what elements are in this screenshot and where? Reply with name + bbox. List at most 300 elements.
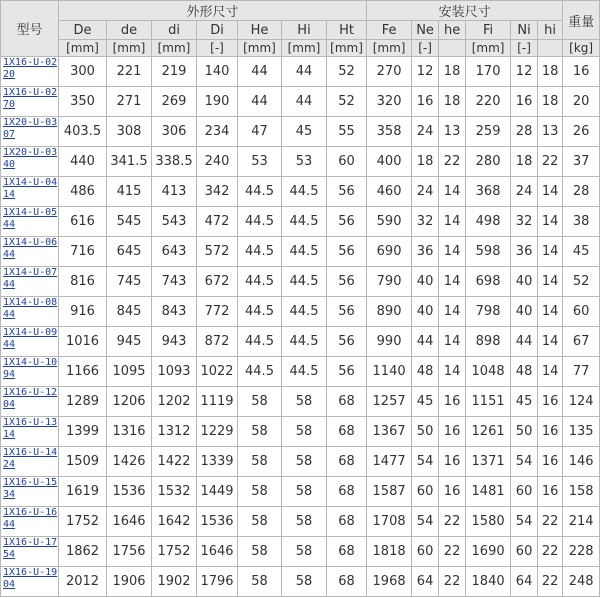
model-link[interactable]: 1X14-U-0544 [1, 207, 59, 237]
value-cell: 32 [412, 207, 439, 237]
value-cell: 1151 [466, 387, 511, 417]
value-cell: 890 [367, 297, 412, 327]
value-cell: 18 [538, 57, 563, 87]
value-cell: 18 [511, 147, 538, 177]
install-group-header: 安装尺寸 [367, 1, 563, 21]
value-cell: 45 [563, 237, 600, 267]
value-cell: 698 [466, 267, 511, 297]
unit-cell: [-] [412, 40, 439, 57]
value-cell: 48 [412, 357, 439, 387]
value-cell: 190 [197, 87, 238, 117]
value-cell: 13 [538, 117, 563, 147]
value-cell: 1367 [367, 417, 412, 447]
weight-header: 重量 [563, 1, 600, 40]
value-cell: 1906 [107, 567, 152, 597]
value-cell: 1048 [466, 357, 511, 387]
value-cell: 32 [511, 207, 538, 237]
model-link[interactable]: 1X16-U-0220 [1, 57, 59, 87]
value-cell: 16 [439, 417, 466, 447]
value-cell: 270 [367, 57, 412, 87]
value-cell: 1840 [466, 567, 511, 597]
value-cell: 234 [197, 117, 238, 147]
value-cell: 16 [439, 447, 466, 477]
value-cell: 58 [282, 417, 327, 447]
value-cell: 18 [412, 147, 439, 177]
value-cell: 44.5 [238, 177, 282, 207]
value-cell: 745 [107, 267, 152, 297]
value-cell: 44.5 [238, 327, 282, 357]
value-cell: 60 [511, 537, 538, 567]
value-cell: 14 [538, 177, 563, 207]
value-cell: 52 [563, 267, 600, 297]
value-cell: 54 [511, 447, 538, 477]
value-cell: 56 [327, 267, 367, 297]
value-cell: 45 [412, 387, 439, 417]
value-cell: 58 [238, 387, 282, 417]
model-link[interactable]: 1X20-U-0307 [1, 117, 59, 147]
value-cell: 16 [538, 447, 563, 477]
value-cell: 1022 [197, 357, 238, 387]
value-cell: 1399 [59, 417, 107, 447]
dims-group-header: 外形尺寸 [59, 1, 367, 21]
value-cell: 898 [466, 327, 511, 357]
value-cell: 22 [538, 147, 563, 177]
value-cell: 1426 [107, 447, 152, 477]
value-cell: 44.5 [282, 357, 327, 387]
value-cell: 56 [327, 357, 367, 387]
model-link[interactable]: 1X16-U-1644 [1, 507, 59, 537]
value-cell: 945 [107, 327, 152, 357]
value-cell: 16 [538, 477, 563, 507]
column-header-de: de [107, 21, 152, 40]
value-cell: 50 [511, 417, 538, 447]
value-cell: 543 [152, 207, 197, 237]
value-cell: 68 [327, 477, 367, 507]
model-link[interactable]: 1X16-U-1904 [1, 567, 59, 597]
table-row [1, 147, 600, 177]
value-cell: 40 [511, 267, 538, 297]
value-cell: 56 [327, 297, 367, 327]
value-cell: 1449 [197, 477, 238, 507]
value-cell: 44.5 [238, 207, 282, 237]
value-cell: 53 [282, 147, 327, 177]
model-link[interactable]: 1X14-U-0944 [1, 327, 59, 357]
column-header-hi: Hi [282, 21, 327, 40]
value-cell: 1016 [59, 327, 107, 357]
value-cell: 16 [538, 417, 563, 447]
unit-cell: [kg] [563, 40, 600, 57]
value-cell: 790 [367, 267, 412, 297]
value-cell: 56 [327, 207, 367, 237]
value-cell: 44.5 [238, 297, 282, 327]
value-cell: 1261 [466, 417, 511, 447]
value-cell: 1481 [466, 477, 511, 507]
value-cell: 1708 [367, 507, 412, 537]
value-cell: 44 [238, 57, 282, 87]
value-cell: 56 [327, 327, 367, 357]
unit-cell: [mm] [282, 40, 327, 57]
value-cell: 52 [327, 87, 367, 117]
model-link[interactable]: 1X20-U-0340 [1, 147, 59, 177]
value-cell: 18 [538, 87, 563, 117]
value-cell: 22 [439, 507, 466, 537]
value-cell: 269 [152, 87, 197, 117]
value-cell: 472 [197, 207, 238, 237]
value-cell: 798 [466, 297, 511, 327]
value-cell: 341.5 [107, 147, 152, 177]
value-cell: 28 [511, 117, 538, 147]
model-link[interactable]: 1X14-U-0644 [1, 237, 59, 267]
value-cell: 1862 [59, 537, 107, 567]
value-cell: 44.5 [238, 357, 282, 387]
value-cell: 403.5 [59, 117, 107, 147]
value-cell: 1206 [107, 387, 152, 417]
column-header-he: he [439, 21, 466, 40]
value-cell: 44.5 [282, 207, 327, 237]
unit-cell: [mm] [466, 40, 511, 57]
value-cell: 2012 [59, 567, 107, 597]
value-cell: 1532 [152, 477, 197, 507]
value-cell: 58 [238, 507, 282, 537]
value-cell: 1316 [107, 417, 152, 447]
value-cell: 44 [412, 327, 439, 357]
value-cell: 590 [367, 207, 412, 237]
model-link[interactable]: 1X14-U-0414 [1, 177, 59, 207]
value-cell: 368 [466, 177, 511, 207]
table-row [1, 537, 600, 567]
value-cell: 58 [238, 477, 282, 507]
value-cell: 60 [563, 297, 600, 327]
value-cell: 14 [439, 237, 466, 267]
value-cell: 400 [367, 147, 412, 177]
value-cell: 56 [327, 237, 367, 267]
value-cell: 68 [327, 447, 367, 477]
value-cell: 1752 [152, 537, 197, 567]
value-cell: 55 [327, 117, 367, 147]
unit-cell: [mm] [59, 40, 107, 57]
value-cell: 12 [511, 57, 538, 87]
table-row [1, 297, 600, 327]
value-cell: 1119 [197, 387, 238, 417]
value-cell: 338.5 [152, 147, 197, 177]
value-cell: 68 [327, 567, 367, 597]
value-cell: 1752 [59, 507, 107, 537]
value-cell: 300 [59, 57, 107, 87]
table-row [1, 117, 600, 147]
unit-cell [439, 40, 466, 57]
value-cell: 50 [412, 417, 439, 447]
value-cell: 16 [439, 387, 466, 417]
table-row [1, 87, 600, 117]
value-cell: 47 [238, 117, 282, 147]
value-cell: 916 [59, 297, 107, 327]
value-cell: 214 [563, 507, 600, 537]
model-link[interactable]: 1X14-U-1094 [1, 357, 59, 387]
value-cell: 53 [238, 147, 282, 177]
value-cell: 68 [327, 387, 367, 417]
table-row [1, 207, 600, 237]
value-cell: 545 [107, 207, 152, 237]
value-cell: 1509 [59, 447, 107, 477]
value-cell: 37 [563, 147, 600, 177]
value-cell: 1257 [367, 387, 412, 417]
value-cell: 18 [439, 87, 466, 117]
value-cell: 1339 [197, 447, 238, 477]
value-cell: 1289 [59, 387, 107, 417]
value-cell: 22 [439, 537, 466, 567]
value-cell: 44.5 [238, 237, 282, 267]
value-cell: 271 [107, 87, 152, 117]
value-cell: 1646 [107, 507, 152, 537]
value-cell: 22 [538, 567, 563, 597]
value-cell: 56 [327, 177, 367, 207]
value-cell: 14 [439, 207, 466, 237]
value-cell: 58 [238, 417, 282, 447]
value-cell: 45 [511, 387, 538, 417]
column-header-di: di [152, 21, 197, 40]
column-header-ht: Ht [327, 21, 367, 40]
value-cell: 220 [466, 87, 511, 117]
unit-cell [538, 40, 563, 57]
column-header-he: He [238, 21, 282, 40]
value-cell: 14 [439, 177, 466, 207]
value-cell: 22 [439, 147, 466, 177]
value-cell: 68 [327, 417, 367, 447]
model-link[interactable]: 1X14-U-0744 [1, 267, 59, 297]
value-cell: 60 [412, 537, 439, 567]
value-cell: 64 [511, 567, 538, 597]
value-cell: 486 [59, 177, 107, 207]
value-cell: 943 [152, 327, 197, 357]
value-cell: 68 [327, 507, 367, 537]
value-cell: 52 [327, 57, 367, 87]
value-cell: 872 [197, 327, 238, 357]
value-cell: 36 [412, 237, 439, 267]
value-cell: 1902 [152, 567, 197, 597]
table-row [1, 477, 600, 507]
value-cell: 413 [152, 177, 197, 207]
unit-cell: [mm] [367, 40, 412, 57]
value-cell: 228 [563, 537, 600, 567]
value-cell: 320 [367, 87, 412, 117]
value-cell: 26 [563, 117, 600, 147]
value-cell: 645 [107, 237, 152, 267]
value-cell: 308 [107, 117, 152, 147]
value-cell: 716 [59, 237, 107, 267]
value-cell: 1968 [367, 567, 412, 597]
value-cell: 44 [282, 87, 327, 117]
table-row [1, 447, 600, 477]
table-row [1, 507, 600, 537]
table-row [1, 327, 600, 357]
value-cell: 16 [538, 387, 563, 417]
value-cell: 44 [238, 87, 282, 117]
value-cell: 1818 [367, 537, 412, 567]
value-cell: 58 [238, 537, 282, 567]
value-cell: 16 [412, 87, 439, 117]
value-cell: 14 [538, 237, 563, 267]
value-cell: 672 [197, 267, 238, 297]
value-cell: 64 [412, 567, 439, 597]
unit-cell: [mm] [238, 40, 282, 57]
value-cell: 219 [152, 57, 197, 87]
value-cell: 40 [412, 267, 439, 297]
value-cell: 13 [439, 117, 466, 147]
value-cell: 14 [439, 267, 466, 297]
value-cell: 22 [538, 507, 563, 537]
column-header-ne: Ne [412, 21, 439, 40]
value-cell: 240 [197, 147, 238, 177]
value-cell: 77 [563, 357, 600, 387]
value-cell: 221 [107, 57, 152, 87]
value-cell: 460 [367, 177, 412, 207]
value-cell: 14 [439, 327, 466, 357]
value-cell: 259 [466, 117, 511, 147]
value-cell: 415 [107, 177, 152, 207]
value-cell: 44 [511, 327, 538, 357]
value-cell: 1536 [107, 477, 152, 507]
value-cell: 14 [538, 327, 563, 357]
value-cell: 350 [59, 87, 107, 117]
value-cell: 1580 [466, 507, 511, 537]
value-cell: 67 [563, 327, 600, 357]
model-link[interactable]: 1X16-U-0270 [1, 87, 59, 117]
value-cell: 816 [59, 267, 107, 297]
value-cell: 1093 [152, 357, 197, 387]
value-cell: 342 [197, 177, 238, 207]
value-cell: 14 [538, 267, 563, 297]
value-cell: 616 [59, 207, 107, 237]
value-cell: 690 [367, 237, 412, 267]
table-row [1, 57, 600, 87]
value-cell: 1536 [197, 507, 238, 537]
value-cell: 44.5 [238, 267, 282, 297]
value-cell: 60 [327, 147, 367, 177]
value-cell: 990 [367, 327, 412, 357]
value-cell: 45 [282, 117, 327, 147]
value-cell: 24 [412, 177, 439, 207]
value-cell: 22 [538, 537, 563, 567]
value-cell: 44.5 [282, 267, 327, 297]
value-cell: 12 [412, 57, 439, 87]
value-cell: 1229 [197, 417, 238, 447]
value-cell: 60 [511, 477, 538, 507]
value-cell: 54 [511, 507, 538, 537]
value-cell: 16 [563, 57, 600, 87]
unit-cell: [mm] [107, 40, 152, 57]
value-cell: 146 [563, 447, 600, 477]
value-cell: 1312 [152, 417, 197, 447]
value-cell: 158 [563, 477, 600, 507]
value-cell: 48 [511, 357, 538, 387]
value-cell: 28 [563, 177, 600, 207]
model-link[interactable]: 1X14-U-0844 [1, 297, 59, 327]
value-cell: 743 [152, 267, 197, 297]
value-cell: 598 [466, 237, 511, 267]
value-cell: 16 [439, 477, 466, 507]
value-cell: 498 [466, 207, 511, 237]
value-cell: 1756 [107, 537, 152, 567]
column-header-de: De [59, 21, 107, 40]
model-link[interactable]: 1X16-U-1314 [1, 417, 59, 447]
column-header-di: Di [197, 21, 238, 40]
value-cell: 440 [59, 147, 107, 177]
column-header-hi: hi [538, 21, 563, 40]
value-cell: 58 [238, 567, 282, 597]
value-cell: 1166 [59, 357, 107, 387]
value-cell: 572 [197, 237, 238, 267]
table-row [1, 177, 600, 207]
value-cell: 58 [282, 537, 327, 567]
model-link[interactable]: 1X16-U-1204 [1, 387, 59, 417]
value-cell: 18 [439, 57, 466, 87]
model-link[interactable]: 1X16-U-1534 [1, 477, 59, 507]
table-row [1, 417, 600, 447]
value-cell: 1646 [197, 537, 238, 567]
value-cell: 135 [563, 417, 600, 447]
value-cell: 124 [563, 387, 600, 417]
value-cell: 38 [563, 207, 600, 237]
value-cell: 843 [152, 297, 197, 327]
value-cell: 1140 [367, 357, 412, 387]
value-cell: 772 [197, 297, 238, 327]
value-cell: 643 [152, 237, 197, 267]
value-cell: 44.5 [282, 177, 327, 207]
model-header: 型号 [1, 1, 59, 57]
value-cell: 1477 [367, 447, 412, 477]
value-cell: 248 [563, 567, 600, 597]
value-cell: 358 [367, 117, 412, 147]
value-cell: 14 [538, 207, 563, 237]
table-row [1, 237, 600, 267]
value-cell: 44.5 [282, 297, 327, 327]
value-cell: 22 [439, 567, 466, 597]
value-cell: 280 [466, 147, 511, 177]
value-cell: 1587 [367, 477, 412, 507]
value-cell: 58 [282, 387, 327, 417]
table-row [1, 387, 600, 417]
value-cell: 44.5 [282, 327, 327, 357]
column-header-ni: Ni [511, 21, 538, 40]
value-cell: 14 [439, 357, 466, 387]
table-row [1, 567, 600, 597]
value-cell: 54 [412, 507, 439, 537]
model-link[interactable]: 1X16-U-1754 [1, 537, 59, 567]
value-cell: 306 [152, 117, 197, 147]
value-cell: 58 [282, 507, 327, 537]
unit-cell: [-] [197, 40, 238, 57]
unit-cell: [mm] [327, 40, 367, 57]
value-cell: 58 [282, 447, 327, 477]
value-cell: 36 [511, 237, 538, 267]
column-header-fe: Fe [367, 21, 412, 40]
value-cell: 24 [511, 177, 538, 207]
value-cell: 20 [563, 87, 600, 117]
value-cell: 845 [107, 297, 152, 327]
value-cell: 1642 [152, 507, 197, 537]
value-cell: 14 [439, 297, 466, 327]
value-cell: 1202 [152, 387, 197, 417]
model-link[interactable]: 1X16-U-1424 [1, 447, 59, 477]
value-cell: 58 [238, 447, 282, 477]
table-row [1, 357, 600, 387]
value-cell: 1796 [197, 567, 238, 597]
unit-cell: [-] [511, 40, 538, 57]
value-cell: 1619 [59, 477, 107, 507]
value-cell: 1095 [107, 357, 152, 387]
value-cell: 44 [282, 57, 327, 87]
column-header-fi: Fi [466, 21, 511, 40]
